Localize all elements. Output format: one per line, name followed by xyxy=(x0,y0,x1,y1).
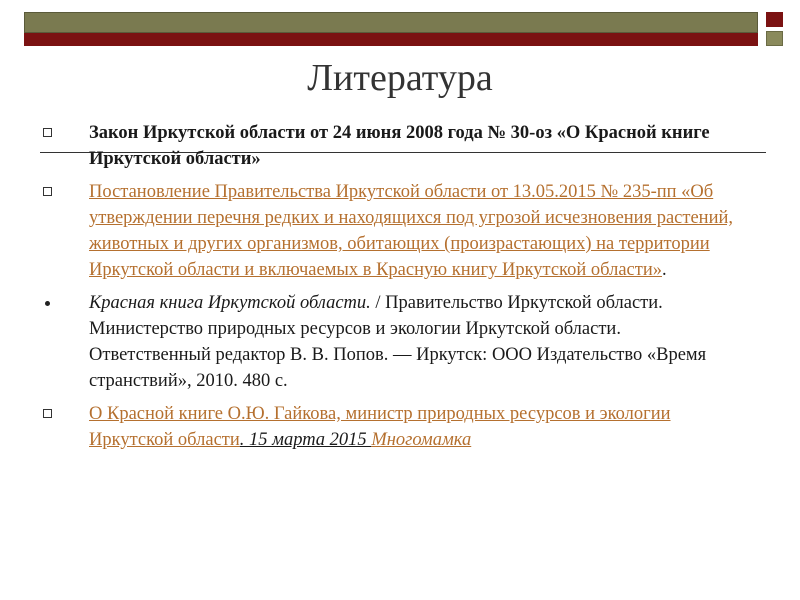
square-bullet-icon xyxy=(43,128,52,137)
book-details: / Правительство Иркутской области. Министерство природных ресурсов и экологии Иркутской области. Ответственный редактор В. В. Попов. — Иркутск: ООО Издательство «Время странствий», 2010. 480 с. xyxy=(89,293,707,391)
list-item xyxy=(40,401,745,453)
slide-title: Литература xyxy=(307,57,493,99)
book-title: Красная книга Иркутской области. xyxy=(89,293,371,313)
item-tail: . xyxy=(661,260,667,280)
list-item xyxy=(40,179,745,283)
corner-red-square xyxy=(766,12,783,27)
header-olive-band xyxy=(24,12,758,33)
article-link[interactable]: О Красной книге О.Ю. Гайкова, министр природных ресурсов и экологии Иркутской области xyxy=(89,404,671,450)
square-bullet-icon xyxy=(43,187,52,196)
header-red-band xyxy=(24,33,758,46)
references-list xyxy=(40,120,745,460)
resolution-link[interactable]: Постановление Правительства Иркутской области от 13.05.2015 № 235-пп «Об утверждении перечня редких и находящихся под угрозой исчезновения растений, животных и других организмов, обитающих (произрастающих) на территории Иркутской области и включаемых в Красную книгу Иркутской области» xyxy=(89,182,734,280)
law-reference: Закон Иркутской области от 24 июня 2008 года № 30-оз «О Красной книге Иркутской области» xyxy=(89,123,710,169)
list-item xyxy=(40,120,745,172)
source-link[interactable]: Многомамка xyxy=(371,430,472,450)
corner-olive-square xyxy=(766,31,783,46)
square-bullet-icon xyxy=(43,409,52,418)
list-item xyxy=(40,290,745,394)
round-bullet-icon xyxy=(45,301,50,306)
article-date: . 15 марта 2015 xyxy=(239,430,372,450)
